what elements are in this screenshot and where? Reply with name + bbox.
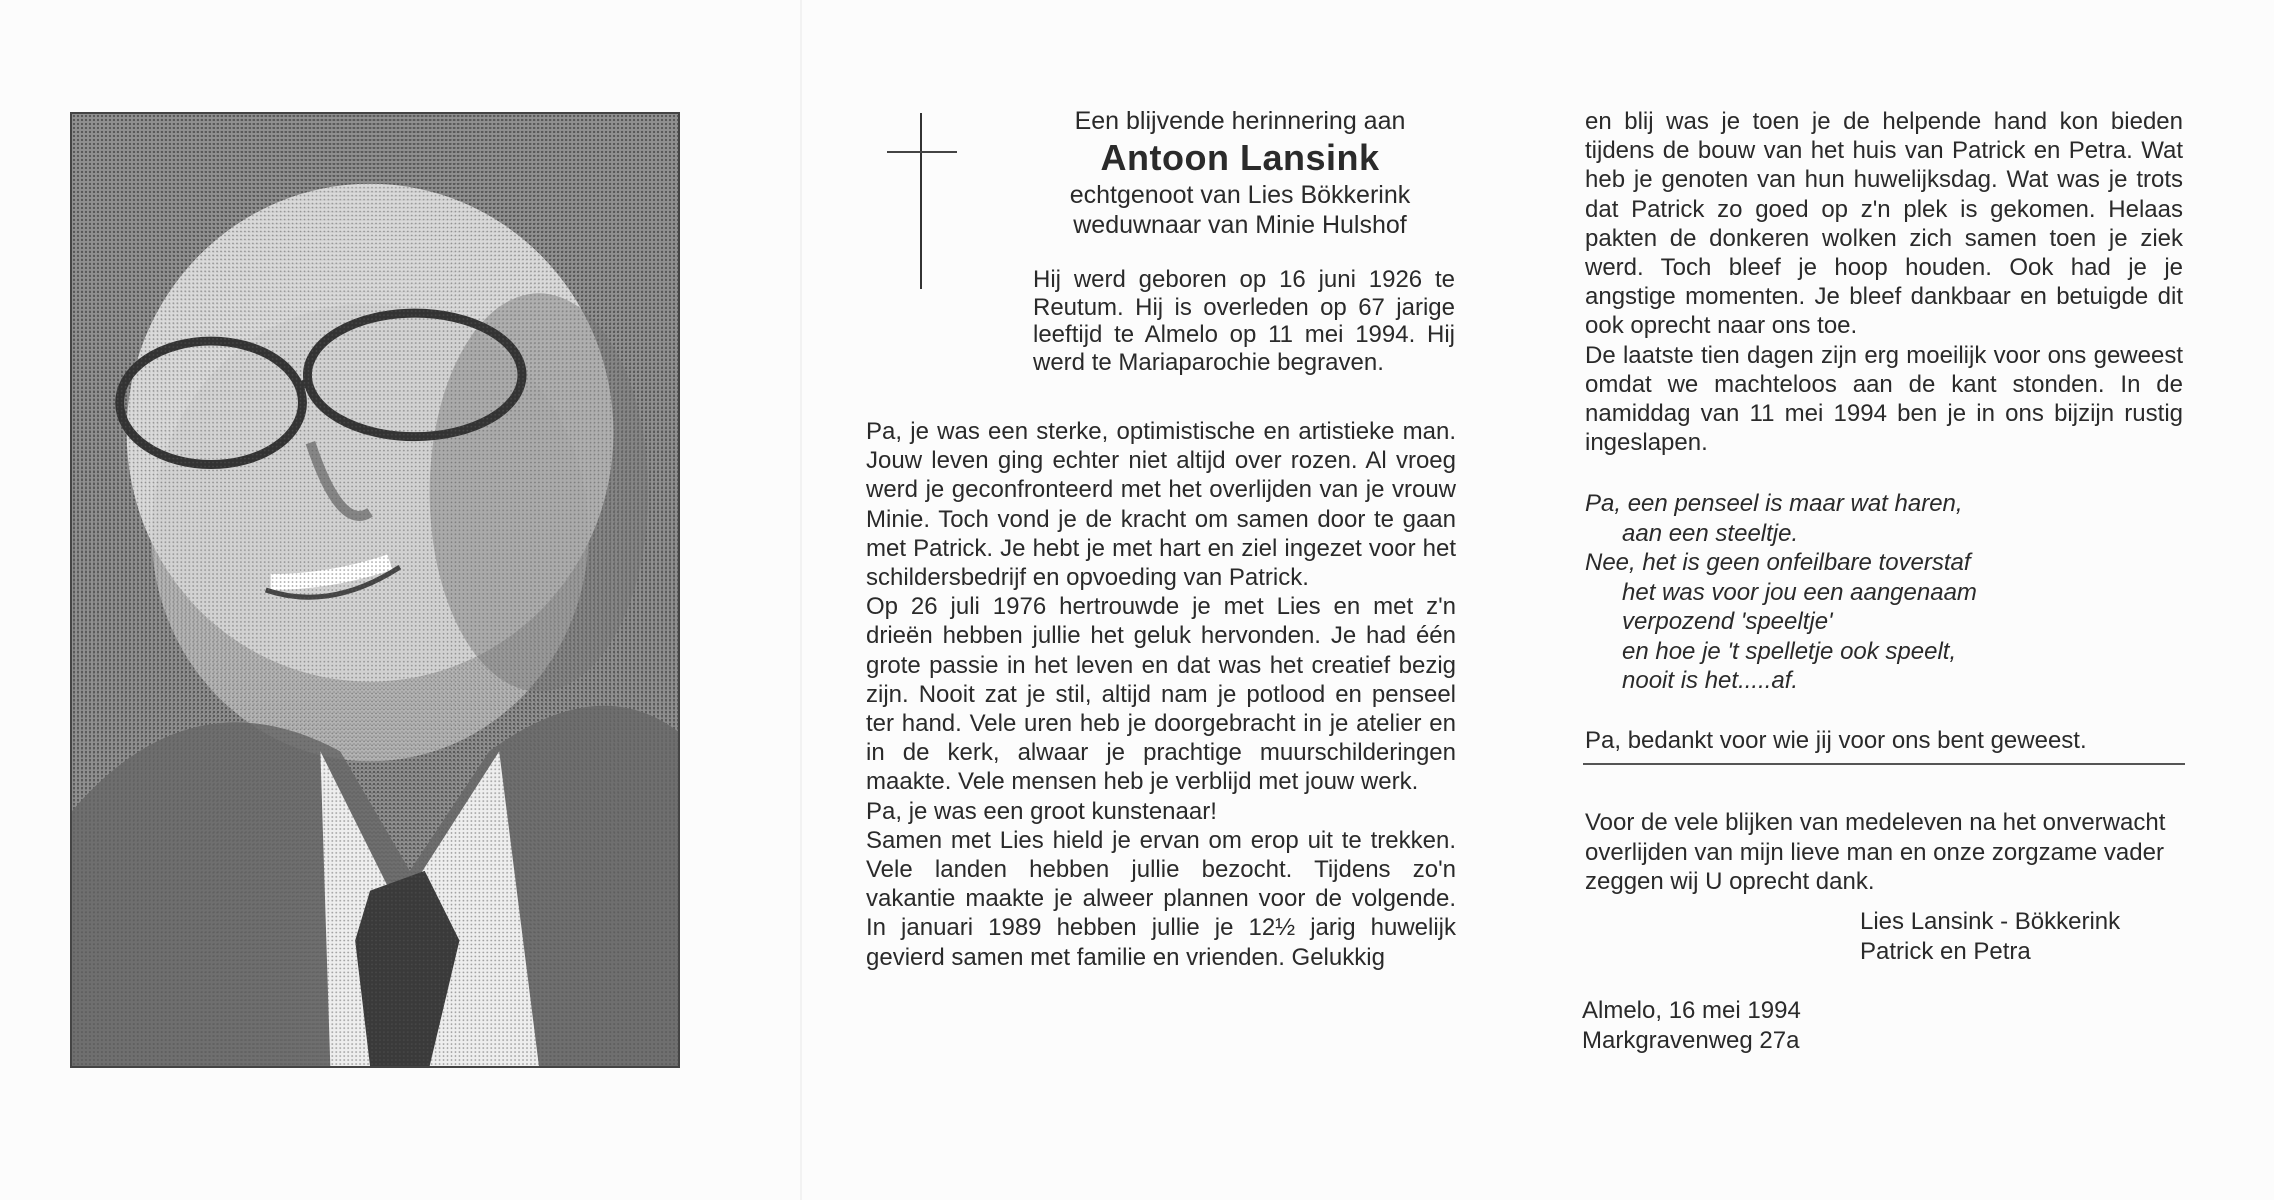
divider bbox=[1583, 763, 2185, 765]
poem-line: Nee, het is geen onfeilbare toverstaf bbox=[1585, 549, 1971, 576]
place-date: Almelo, 16 mei 1994 bbox=[1582, 997, 1801, 1024]
address: Markgravenweg 27a bbox=[1582, 1026, 1800, 1054]
paragraph: Op 26 juli 1976 hertrouwde je met Lies en met z'n drieën hebben jullie het geluk hervonden. Je had één grote passie in het leven en dat was het creatief bezig zijn. Nooit zat je stil, altijd nam je potlood en penseel ter hand. Vele uren heb je doorgebracht in je atelier en in de kerk, alwaar je prachtige muurschilderingen maakte. Vele mensen heb je verblijd met jouw werk. bbox=[866, 593, 1456, 796]
card-fold bbox=[800, 0, 802, 1200]
poem-line: het was voor jou een aangenaam bbox=[1622, 578, 1977, 606]
poem bbox=[1585, 489, 2185, 696]
header-intro: Een blijvende herinnering aan bbox=[1074, 107, 1406, 135]
paragraph: De laatste tien dagen zijn erg moeilijk voor ons geweest omdat we machteloos aan de kant stonden. In de namiddag van 11 mei 1994 ben je in ons bijzijn rustig ingeslapen. bbox=[1585, 341, 2183, 457]
acknowledgement bbox=[1585, 784, 2170, 921]
deceased-name: Antoon Lansink bbox=[1100, 137, 1380, 178]
header bbox=[1030, 106, 1450, 240]
spouse-line: echtgenoot van Lies Bökkerink bbox=[1069, 181, 1411, 209]
poem-line: nooit is het.....af. bbox=[1622, 667, 1799, 694]
widower-line: weduwnaar van Minie Hulshof bbox=[1073, 211, 1407, 239]
signature-line: Lies Lansink - Bökkerink bbox=[1860, 908, 2121, 935]
portrait-illustration bbox=[72, 114, 678, 1066]
place-and-address bbox=[1582, 996, 1801, 1055]
paragraph: Pa, je was een groot kunstenaar! bbox=[866, 797, 1217, 825]
poem-line: aan een steeltje. bbox=[1622, 519, 1799, 547]
cross-icon-bar bbox=[887, 151, 957, 153]
birth-death-paragraph: Hij werd geboren op 16 juni 1926 te Reutum. Hij is overleden op 67 jarige leeftijd te Almelo op 11 mei 1994. Hij werd te Mariaparochie begraven. bbox=[1033, 266, 1455, 376]
portrait-photo bbox=[70, 112, 680, 1068]
column-2-text bbox=[866, 417, 1456, 972]
paragraph: Pa, je was een sterke, optimistische en artistieke man. Jouw leven ging echter niet altijd over rozen. Al vroeg werd je geconfronteerd met het overlijden van je vrouw Minie. Toch vond je de kracht om samen door te gaan met Patrick. Je hebt je met hart en ziel ingezet voor het schildersbedrijf en opvoeding van Patrick. bbox=[866, 418, 1456, 592]
poem-line: verpozend 'speeltje' bbox=[1622, 608, 1833, 635]
thanks-line: Pa, bedankt voor wie jij voor ons bent geweest. bbox=[1585, 727, 2087, 754]
signatures bbox=[1860, 907, 2120, 966]
signature-line: Patrick en Petra bbox=[1860, 937, 2031, 965]
acknowledgement-text: Voor de vele blijken van medeleven na het onverwacht overlijden van mijn lieve man en onze zorgzame vader zeggen wij U oprecht dank. bbox=[1585, 809, 2166, 895]
poem-line: en hoe je 't spelletje ook speelt, bbox=[1622, 637, 1957, 665]
column-3-text bbox=[1585, 107, 2183, 457]
poem-line: Pa, een penseel is maar wat haren, bbox=[1585, 490, 1963, 517]
paragraph: en blij was je toen je de helpende hand kon bieden tijdens de bouw van het huis van Patrick en Petra. Wat heb je genoten van hun huwelijksdag. Wat was je trots dat Patrick zo goed op z'n plek is gekomen. Helaas pakten de donkeren wolken zich samen toen je ziek werd. Toch bleef je hoop houden. Ook had je je angstige momenten. Je bleef dankbaar en betuigde dit ook oprecht naar ons toe. bbox=[1585, 108, 2183, 340]
cross-icon bbox=[920, 113, 922, 289]
paragraph: Samen met Lies hield je ervan om erop uit te trekken. Vele landen hebben jullie bezocht. Tijdens zo'n vakantie maakte je alweer plannen voor de volgende. In januari 1989 hebben jullie je 12½ jarig huwelijk gevierd samen met familie en vrienden. Gelukkig bbox=[866, 826, 1456, 971]
